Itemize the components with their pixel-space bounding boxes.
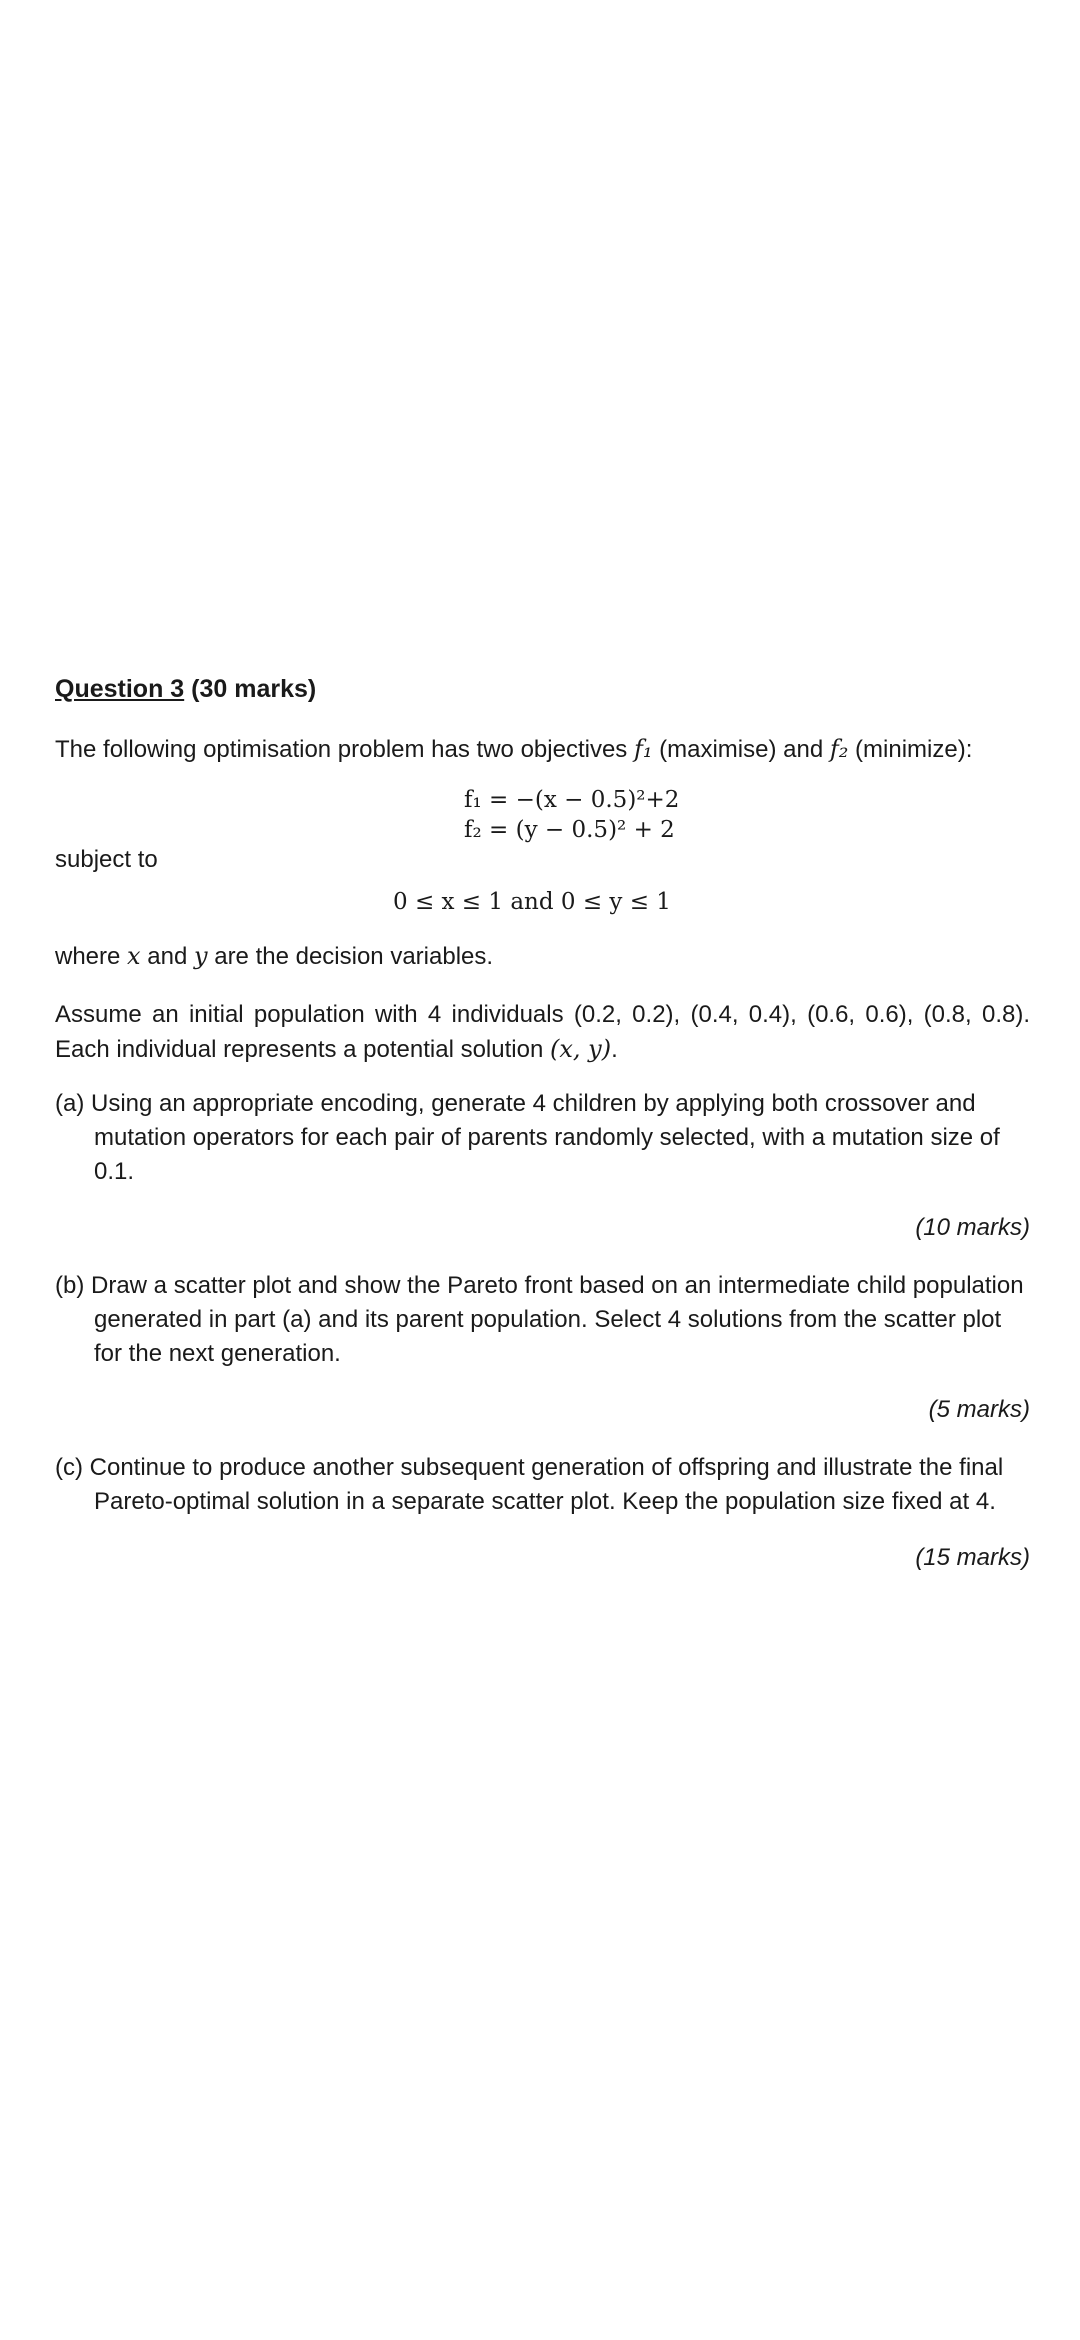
assume-paragraph [55,998,1030,1067]
part-b-marks: (5 marks) [928,1396,1030,1423]
var-x: x [127,942,141,970]
equation-f2: f₂ = (y − 0.5)² + 2 [464,817,675,843]
part-c-marks: (15 marks) [915,1544,1030,1571]
solution-xy: (x, y) [549,1035,612,1063]
part-c-text: (c) Continue to produce another subsequent generation of offspring and illustrate the final Pareto-optimal solution in a separate scatter plot. Keep the population size fixed at 4. [55,1454,1004,1515]
intro-paragraph [55,732,1030,767]
objective-equations [464,785,1030,845]
constraint-equation: 0 ≤ x ≤ 1 and 0 ≤ y ≤ 1 [393,889,671,915]
question-heading [55,672,1030,706]
subject-to-label: subject to [55,846,158,873]
var-y: y [193,942,208,970]
question-document [55,672,1030,1575]
intro-text-b: (maximise) and [652,736,830,763]
assume-text-a: Assume an initial population with 4 individuals (0.2, 0.2), (0.4, 0.4), (0.6, 0.6), (0.8, 0.8). Each individual represents a potential solution [55,1001,1030,1063]
question-number: Question 3 [55,675,185,703]
f1-symbol: f₁ [633,735,653,763]
intro-text-a: The following optimisation problem has two objectives [55,736,634,763]
f2-symbol: f₂ [829,735,849,763]
part-a-text: (a) Using an appropriate encoding, generate 4 children by applying both crossover and mutation operators for each pair of parents randomly selected, with a mutation size of 0.1. [55,1090,1000,1185]
where-paragraph [55,939,1030,974]
question-marks: (30 marks) [191,675,317,703]
part-b-text: (b) Draw a scatter plot and show the Pareto front based on an intermediate child population generated in part (a) and its parent population. Select 4 solutions from the scatter plot for the next generation. [55,1272,1024,1367]
intro-text-c: (minimize): [848,736,973,763]
where-text-c: are the decision variables. [207,943,494,970]
equation-f1: f₁ = −(x − 0.5)²+2 [464,787,680,813]
where-text-a: where [55,943,128,970]
assume-text-b: . [611,1036,618,1063]
part-a-marks: (10 marks) [915,1214,1030,1241]
where-text-b: and [140,943,194,970]
